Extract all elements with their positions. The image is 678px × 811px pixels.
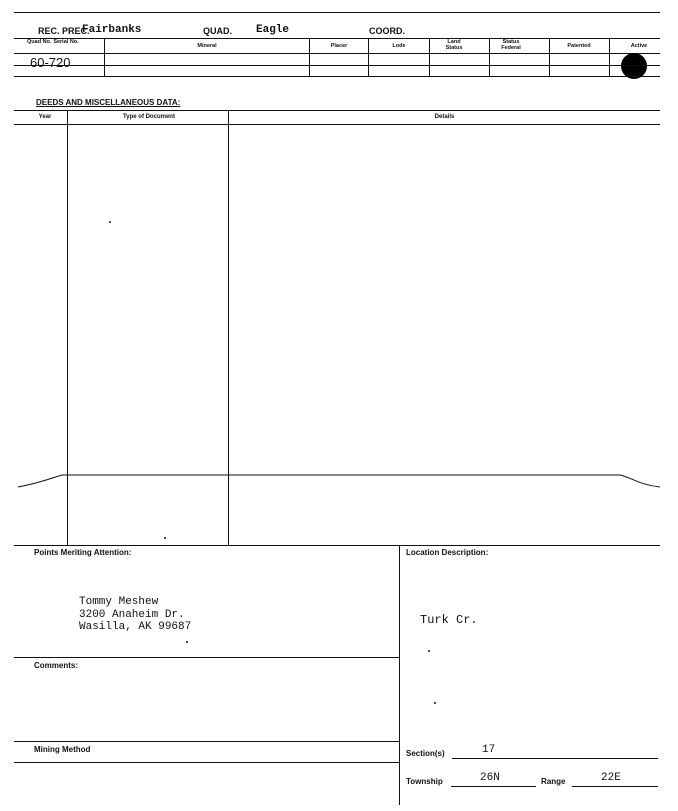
col-land-status: Land Status (445, 39, 463, 51)
rec-prec-label: REC. PREC. (38, 26, 90, 36)
section-underline (452, 758, 658, 759)
col-placer: Placer (330, 43, 348, 49)
speck (428, 650, 430, 652)
deeds-head-rule (14, 124, 660, 125)
mining-bottom-rule (14, 762, 399, 763)
location-label: Location Description: (406, 548, 489, 557)
address-block (79, 596, 191, 634)
township-underline (451, 786, 536, 787)
header-top-rule (14, 12, 660, 13)
col-patented: Patented (567, 43, 591, 49)
col-type-of-document: Type of Document (123, 114, 175, 120)
coord-label: COORD. (369, 26, 405, 36)
quad-label: QUAD. (203, 26, 232, 36)
deeds-top-rule (14, 110, 660, 111)
speck (186, 641, 188, 643)
sep-land (429, 38, 430, 76)
address-line: Tommy Meshew (79, 596, 159, 608)
speck (109, 221, 111, 223)
deeds-title: DEEDS AND MISCELLANEOUS DATA: (36, 98, 181, 107)
col-active: Active (630, 43, 648, 49)
speck (164, 537, 166, 539)
mining-method-label: Mining Method (34, 745, 91, 754)
lower-divider (399, 545, 400, 805)
range-label: Range (541, 777, 566, 786)
comments-label: Comments: (34, 661, 79, 670)
comments-top-rule (14, 657, 399, 658)
col-details: Details (434, 114, 455, 120)
mining-top-rule (14, 741, 399, 742)
row-bottom-rule (14, 76, 660, 77)
sep-patented (549, 38, 550, 76)
col-mineral: Mineral (197, 43, 217, 49)
sep-federal (489, 38, 490, 76)
quad-serial-value: 60-720 (30, 55, 71, 70)
col-serial-no: Serial No. (53, 39, 79, 45)
points-label: Points Meriting Attention: (34, 548, 132, 557)
deeds-bottom-rule (14, 545, 660, 546)
fold-line (0, 465, 678, 495)
colhead-rule (14, 53, 660, 54)
address-line: Wasilla, AK 99687 (79, 621, 192, 633)
col-year: Year (38, 114, 52, 120)
location-value: Turk Cr. (420, 613, 478, 627)
section-label: Section(s) (406, 749, 445, 758)
rec-prec-value: Fairbanks (82, 24, 142, 36)
speck (434, 702, 436, 704)
range-underline (572, 786, 658, 787)
sep-placer (309, 38, 310, 76)
range-value: 22E (601, 772, 621, 784)
col-status-federal: Status Federal (501, 39, 521, 51)
col-quad-no: Quad No. (27, 39, 52, 45)
sep-mineral (104, 38, 105, 76)
col-lode: Lode (392, 43, 406, 49)
header-rule (14, 38, 660, 39)
section-value: 17 (482, 744, 496, 756)
address-line: 3200 Anaheim Dr. (79, 608, 185, 621)
row-mid-rule (14, 65, 660, 66)
quad-value: Eagle (256, 24, 290, 36)
sep-active (609, 38, 610, 76)
sep-lode (368, 38, 369, 76)
township-value: 26N (480, 772, 500, 784)
township-label: Township (406, 777, 443, 786)
